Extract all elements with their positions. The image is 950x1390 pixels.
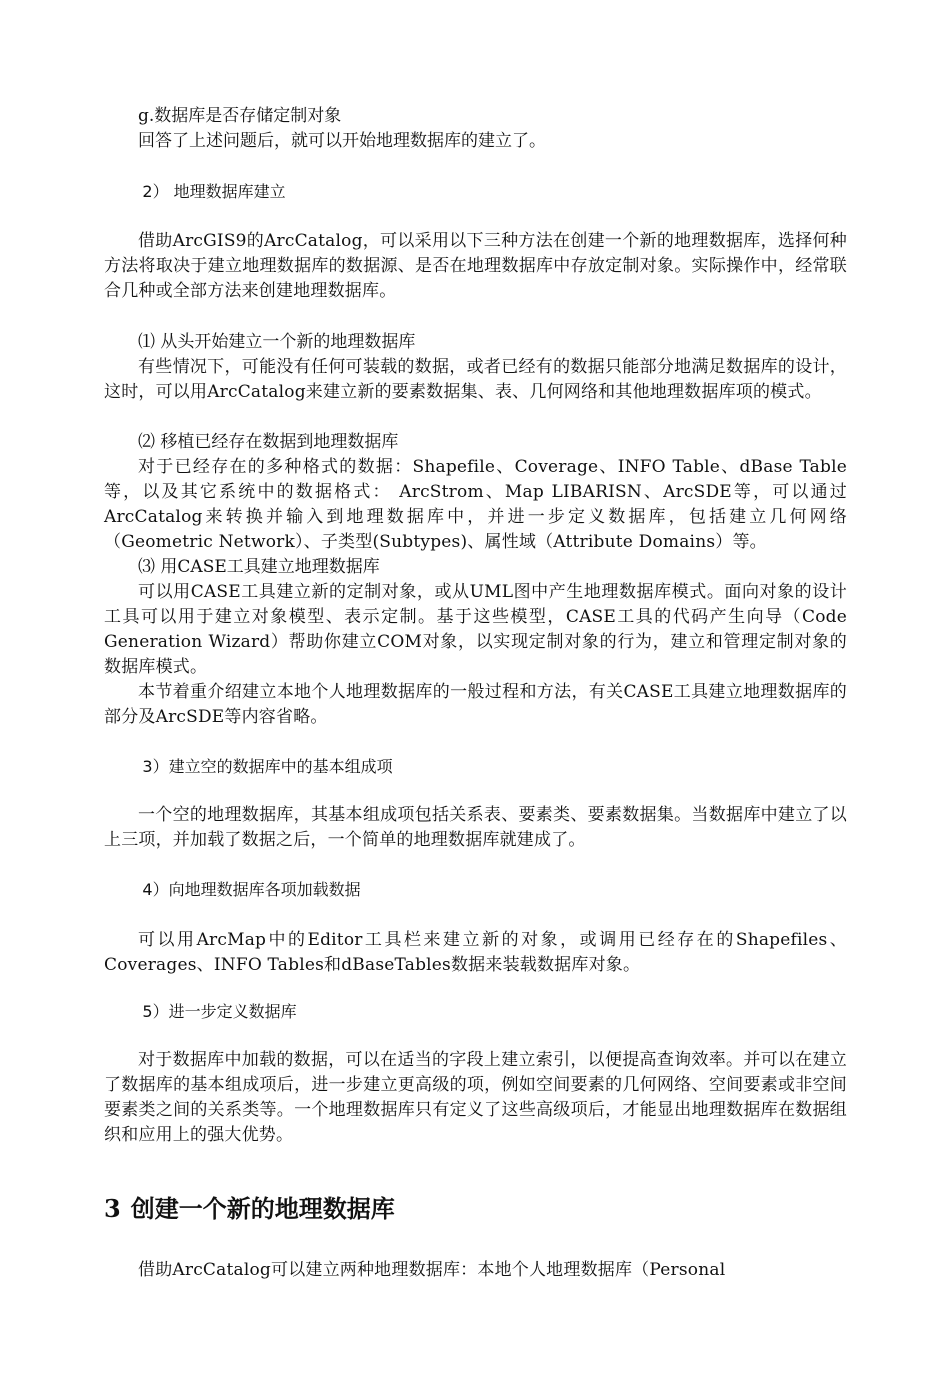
section-heading-5: 5）进一步定义数据库 bbox=[142, 1002, 297, 1021]
section-2-paragraph: 借助ArcGIS9的ArcCatalog，可以采用以下三种方法在创建一个新的地理数据库，选择何种方法将取决于建立地理数据库的数据源、是否在地理数据库中存放定制对象。实际操作中，经常联合几种或全部方法来创建地理数据库。 bbox=[104, 231, 847, 301]
section-5-text: 对于数据库中加载的数据，可以在适当的字段上建立索引，以便提高查询效率。并可以在建立了数据库的基本组成项后，进一步建立更高级的项，例如空间要素的几何网络、空间要素或非空间要素类之间的关系类等。一个地理数据库只有定义了这些高级项后，才能显出地理数据库在数据组织和应用上的强大优势。 bbox=[104, 1050, 847, 1145]
chapter-intro-text: 借助ArcCatalog可以建立两种地理数据库：本地个人地理数据库（Personal bbox=[138, 1260, 726, 1280]
chapter-heading bbox=[104, 1193, 847, 1225]
method-1-title: ⑴ 从头开始建立一个新的地理数据库 bbox=[138, 332, 416, 352]
method-3-text: 可以用CASE工具建立新的定制对象，或从UML图中产生地理数据库模式。面向对象的设计工具可以用于建立对象模型、表示定制。基于这些模型，CASE工具的代码产生向导（Code Generation Wizard）帮助你建立COM对象，以实现定制对象的行为，建立和管理定制对象的数据库模式。 bbox=[104, 582, 847, 677]
chapter-number: 3 bbox=[104, 1194, 121, 1223]
section-heading-3: 3）建立空的数据库中的基本组成项 bbox=[142, 757, 393, 776]
section-3-text: 一个空的地理数据库，其基本组成项包括关系表、要素类、要素数据集。当数据库中建立了以上三项，并加载了数据之后，一个简单的地理数据库就建成了。 bbox=[104, 805, 847, 850]
section-heading-2: 2） 地理数据库建立 bbox=[142, 182, 286, 201]
method-2-text: 对于已经存在的多种格式的数据：Shapefile、Coverage、INFO Table、dBase Table等，以及其它系统中的数据格式： ArcStrom、Map LIBARISN、ArcSDE等，可以通过ArcCatalog来转换并输入到地理数据库中，并进一步定义数据库，包括建立几何网络（Geometric Network）、子类型(Subtypes)、属性域（Attribute Domains）等。 bbox=[104, 457, 847, 552]
method-1-text: 有些情况下，可能没有任何可装载的数据，或者已经有的数据只能部分地满足数据库的设计，这时，可以用ArcCatalog来建立新的要素数据集、表、几何网络和其他地理数据库项的模式。 bbox=[104, 357, 847, 402]
list-item-g: g.数据库是否存储定制对象 bbox=[138, 106, 342, 126]
chapter-title: 创建一个新的地理数据库 bbox=[130, 1194, 395, 1223]
answer-line: 回答了上述问题后，就可以开始地理数据库的建立了。 bbox=[138, 131, 546, 151]
section-heading-4: 4）向地理数据库各项加载数据 bbox=[142, 880, 361, 899]
section-4-text: 可以用ArcMap中的Editor工具栏来建立新的对象，或调用已经存在的Shapefiles、Coverages、INFO Tables和dBaseTables数据来装载数据库对象。 bbox=[104, 930, 847, 975]
method-3-title: ⑶ 用CASE工具建立地理数据库 bbox=[138, 557, 380, 577]
method-2-title: ⑵ 移植已经存在数据到地理数据库 bbox=[138, 432, 399, 452]
section-2-note: 本节着重介绍建立本地个人地理数据库的一般过程和方法，有关CASE工具建立地理数据库的部分及ArcSDE等内容省略。 bbox=[104, 682, 847, 727]
